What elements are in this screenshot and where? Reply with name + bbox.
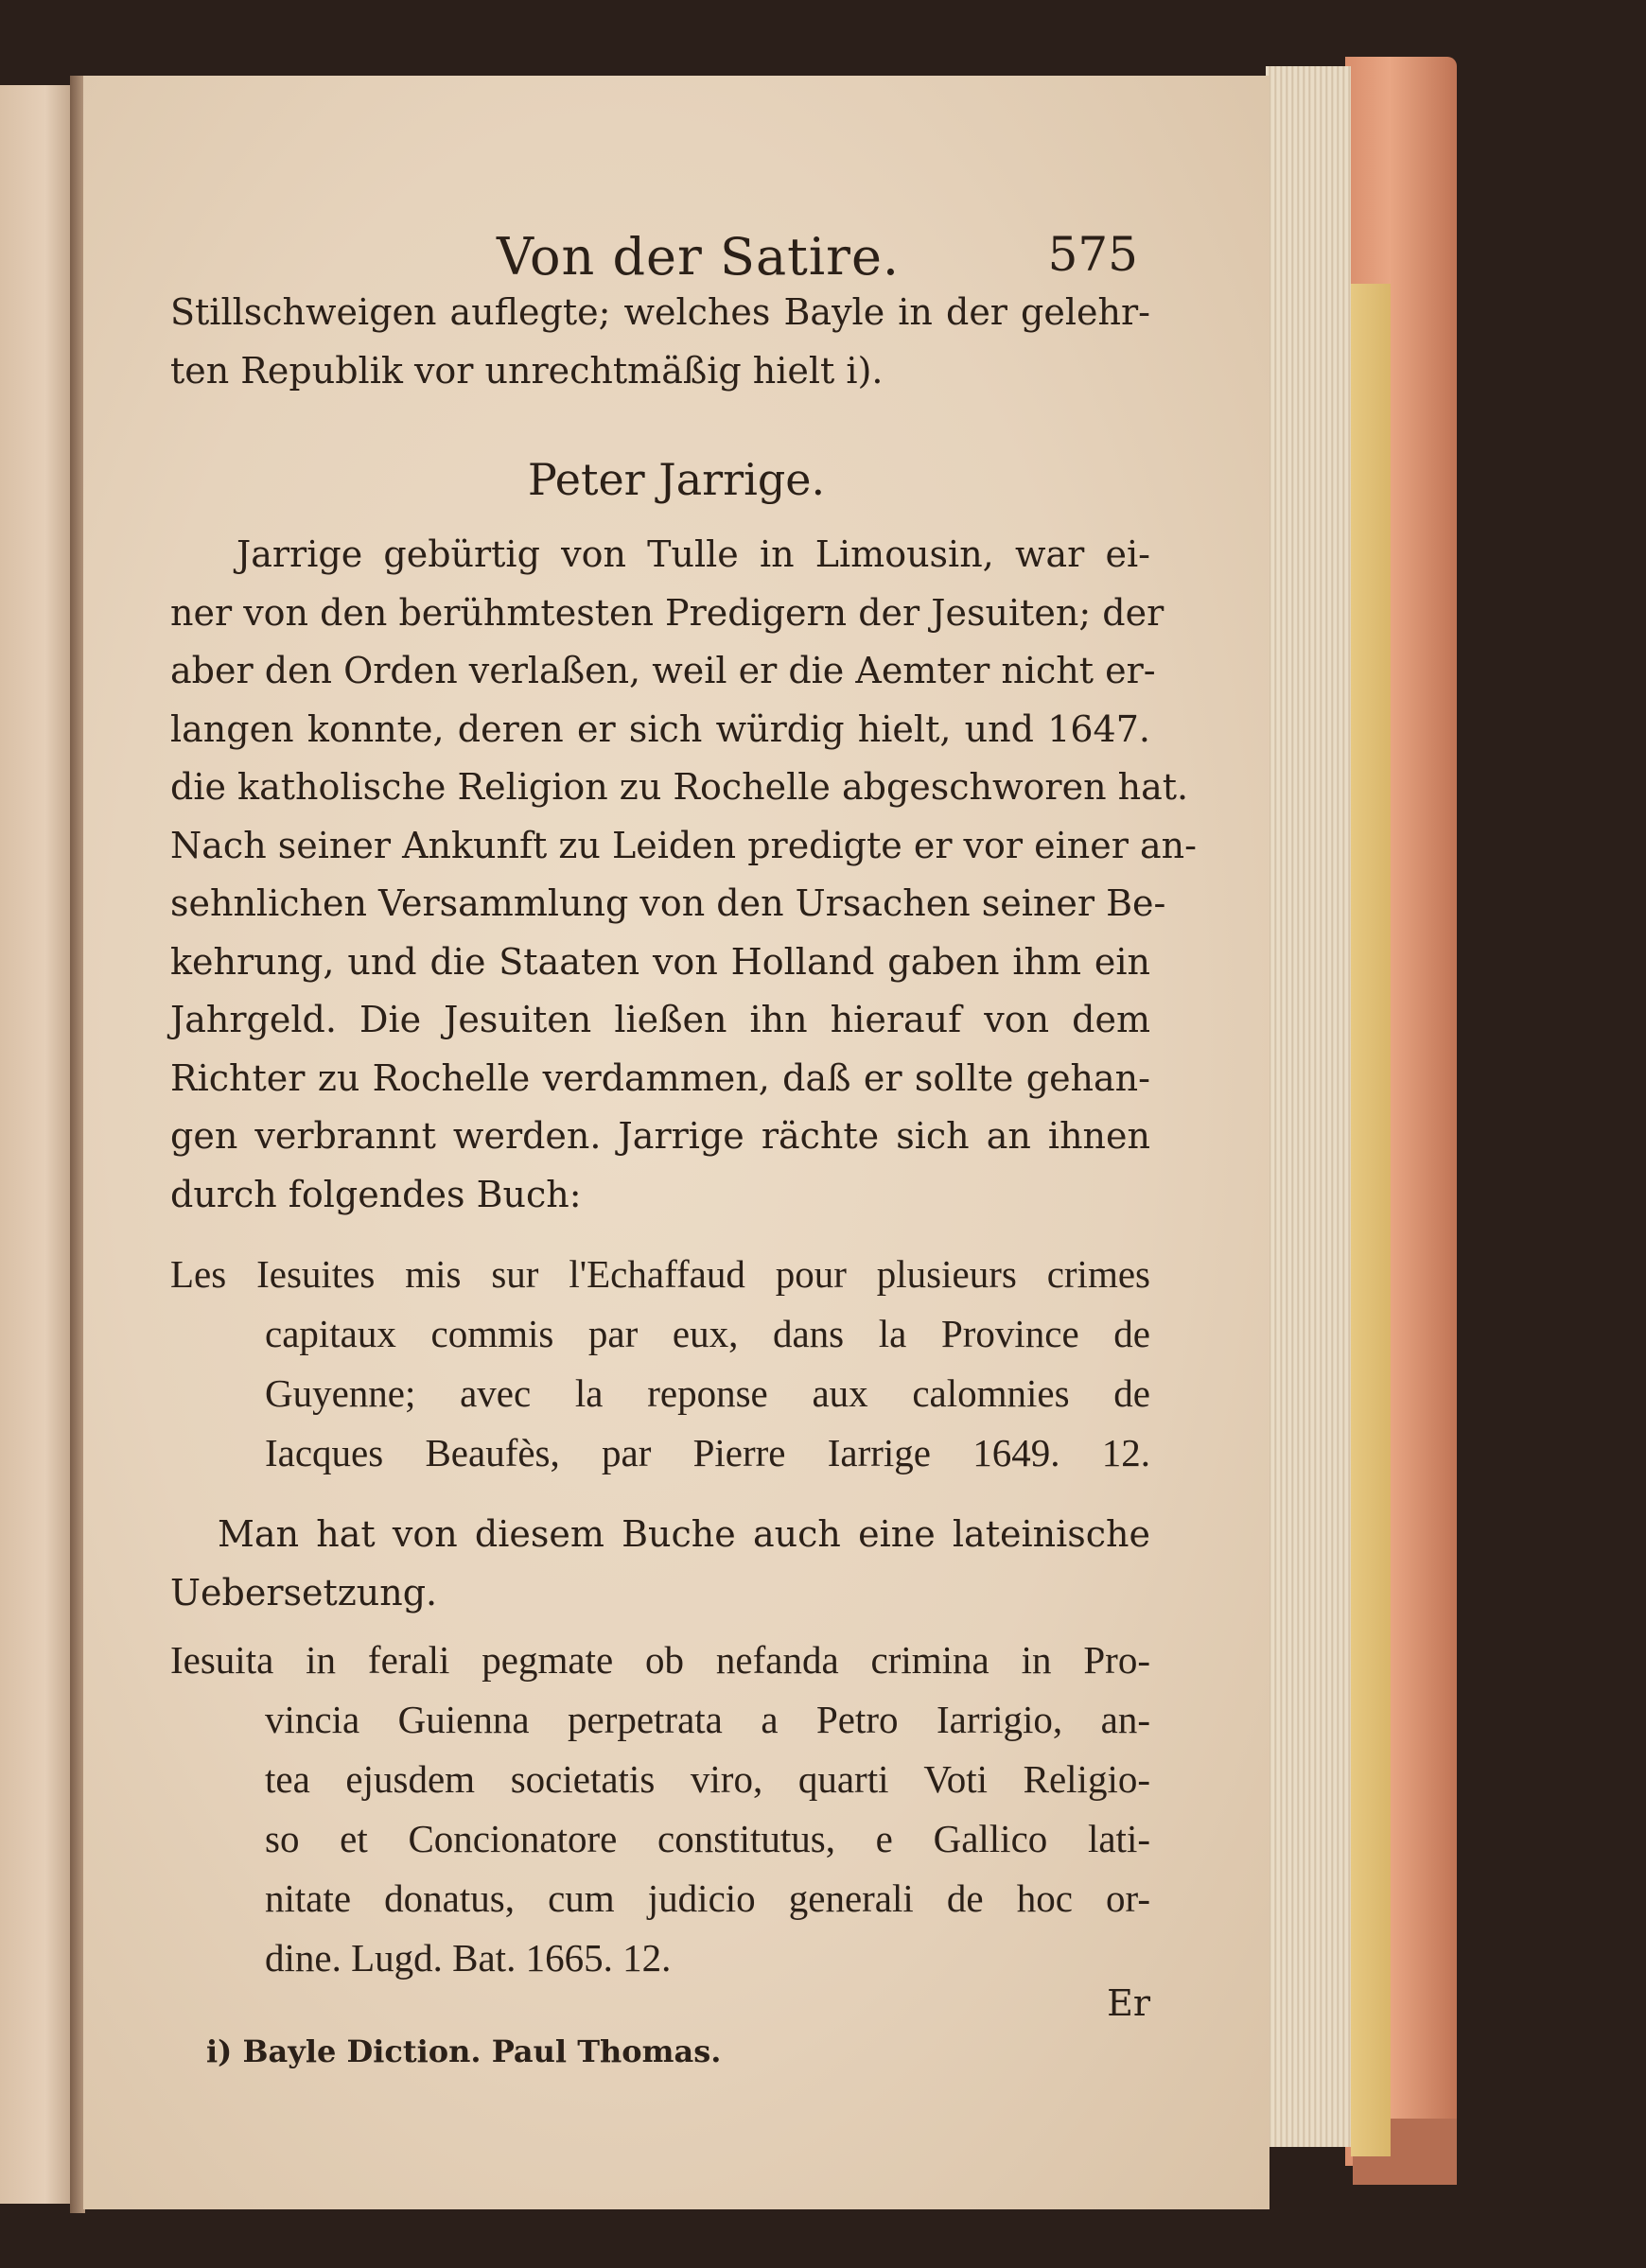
paragraph-line: Jarrige gebürtig von Tulle in Limousin, war ei- (236, 533, 1150, 575)
main-paragraph (170, 526, 1197, 1224)
intro-line: ten Republik vor unrechtmäßig hielt i). (170, 349, 884, 392)
page-block-edge (1351, 284, 1391, 2156)
paragraph-line: Jahrgeld. Die Jesuiten ließen ihn hierauf von dem (170, 999, 1150, 1040)
paragraph-line: ner von den berühmtesten Predigern der Jesuiten; der (170, 591, 1164, 634)
latin-title-line: vincia Guienna perpetrata a Petro Iarrigio, an- (265, 1698, 1150, 1741)
french-title-line: Les Iesuites mis sur l'Echaffaud pour plusieurs crimes (170, 1252, 1150, 1296)
note-line: Uebersetzung. (170, 1571, 438, 1614)
paragraph-line: die katholische Religion zu Rochelle abgeschworen hat. (170, 766, 1189, 808)
page-number: 575 (1047, 227, 1138, 282)
running-head-title: Von der Satire. (497, 227, 901, 287)
paragraph-line: langen konnte, deren er sich würdig hielt, und 1647. (170, 707, 1150, 750)
book-page (83, 76, 1270, 2209)
page-stack (1266, 66, 1351, 2147)
french-title-line: Iacques Beaufès, par Pierre Iarrige 1649. 12. (265, 1431, 1150, 1474)
french-book-title (170, 1245, 1150, 1483)
footnote: i) Bayle Diction. Paul Thomas. (206, 2033, 722, 2069)
paragraph-line: sehnlichen Versammlung von den Ursachen seiner Be- (170, 882, 1166, 924)
latin-book-title (170, 1631, 1150, 1988)
facing-page-edge (0, 85, 76, 2204)
latin-title-line: nitate donatus, cum judicio generali de hoc or- (265, 1876, 1150, 1920)
latin-translation-note (170, 1506, 1150, 1622)
section-heading: Peter Jarrige. (527, 454, 826, 505)
latin-title-line: tea ejusdem societatis viro, quarti Voti Religio- (265, 1757, 1150, 1801)
paragraph-line: aber den Orden verlaßen, weil er die Aemter nicht er- (170, 650, 1156, 691)
paragraph-line: Nach seiner Ankunft zu Leiden predigte er vor einer an- (170, 824, 1197, 866)
french-title-line: capitaux commis par eux, dans la Province de (265, 1312, 1150, 1355)
latin-title-line: so et Concionatore constitutus, e Gallico lati- (265, 1817, 1150, 1860)
paragraph-line: Richter zu Rochelle verdammen, daß er sollte gehan- (170, 1056, 1150, 1099)
latin-title-line: dine. Lugd. Bat. 1665. 12. (265, 1936, 672, 1980)
catchword: Er (1107, 1982, 1150, 2024)
note-line: Man hat von diesem Buche auch eine lateinische (218, 1513, 1150, 1555)
french-title-line: Guyenne; avec la reponse aux calomnies de (265, 1371, 1150, 1415)
paragraph-line: gen verbrannt werden. Jarrige rächte sich an ihnen (170, 1115, 1150, 1157)
intro-text (170, 284, 1150, 400)
intro-line: Stillschweigen auflegte; welches Bayle in der gelehr- (170, 291, 1150, 333)
paragraph-line: durch folgendes Buch: (170, 1173, 582, 1215)
latin-title-line: Iesuita in ferali pegmate ob nefanda crimina in Pro- (170, 1638, 1150, 1682)
paragraph-line: kehrung, und die Staaten von Holland gaben ihm ein (170, 940, 1150, 983)
